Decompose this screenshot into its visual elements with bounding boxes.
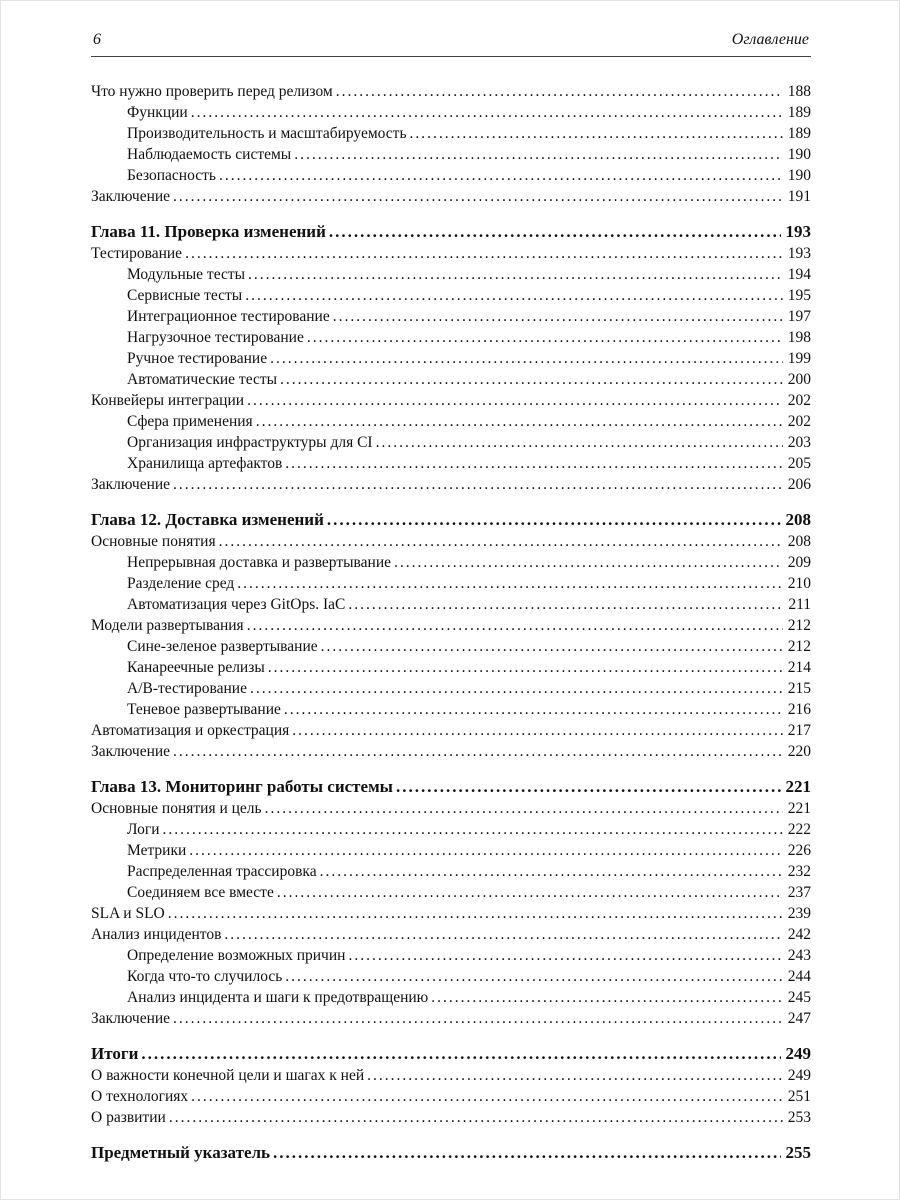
- toc-entry-label: Автоматизация и оркестрация: [91, 722, 290, 739]
- dot-leader: [237, 573, 782, 594]
- toc-entry: [91, 509, 811, 531]
- toc-page-number: 221: [787, 800, 811, 817]
- toc-entry-label: Организация инфраструктуры для CI: [127, 434, 373, 451]
- toc-entry-label: Безопасность: [127, 167, 216, 184]
- dot-leader: [280, 369, 783, 390]
- toc-page-number: 191: [787, 188, 811, 205]
- toc-entry-label: Заключение: [91, 1010, 171, 1027]
- dot-leader: [173, 474, 783, 495]
- dot-leader: [265, 798, 783, 819]
- toc-entry: [91, 390, 811, 411]
- toc-page-number: 200: [787, 371, 811, 388]
- toc-page-number: 194: [787, 266, 811, 283]
- toc-entry-label: Хранилища артефактов: [127, 455, 283, 472]
- dot-leader: [173, 1008, 783, 1029]
- toc-entry-label: Модульные тесты: [127, 266, 246, 283]
- toc-entry-label: Итоги: [91, 1044, 139, 1063]
- toc-entry-label: Распределенная трассировка: [127, 863, 317, 880]
- toc-entry-label: Автоматические тесты: [127, 371, 278, 388]
- toc-page-number: 212: [787, 617, 811, 634]
- toc-page-number: 190: [787, 167, 811, 184]
- toc-entry-label: Тестирование: [91, 245, 183, 262]
- toc-entry-label: Конвейеры интеграции: [91, 392, 245, 409]
- toc-entry-label: Канареечные релизы: [127, 659, 265, 676]
- toc-page-number: 208: [787, 533, 811, 550]
- dot-leader: [294, 144, 783, 165]
- dot-leader: [219, 165, 783, 186]
- toc-entry: [91, 966, 811, 987]
- dot-leader: [247, 615, 783, 636]
- toc-entry-label: Глава 13. Мониторинг работы системы: [91, 777, 393, 796]
- toc-entry: [91, 552, 811, 573]
- toc-page-number: 202: [787, 392, 811, 409]
- toc-page-number: 255: [785, 1143, 811, 1162]
- toc-page-number: 202: [787, 413, 811, 430]
- toc-entry: [91, 243, 811, 264]
- toc-entry-label: Наблюдаемость системы: [127, 146, 292, 163]
- toc-page-number: 208: [785, 510, 811, 529]
- toc-entry: [91, 1086, 811, 1107]
- toc-entry-label: Логи: [127, 821, 160, 838]
- toc-page-number: 214: [787, 659, 811, 676]
- toc-entry-label: Предметный указатель: [91, 1143, 271, 1162]
- toc-page-number: 211: [788, 596, 811, 613]
- toc-entry-label: Теневое развертывание: [127, 701, 281, 718]
- toc-entry-label: Сервисные тесты: [127, 287, 243, 304]
- toc-entry-label: Основные понятия и цель: [91, 800, 262, 817]
- toc-entry: [91, 798, 811, 819]
- toc-entry-label: Сфера применения: [127, 413, 253, 430]
- toc-page-number: 189: [787, 125, 811, 142]
- toc-page-number: 206: [787, 476, 811, 493]
- toc-entry: [91, 474, 811, 495]
- toc-entry: [91, 741, 811, 762]
- dot-leader: [141, 1043, 780, 1065]
- toc-entry: [91, 81, 811, 102]
- toc-entry: [91, 924, 811, 945]
- toc-entry-label: Определение возможных причин: [127, 947, 346, 964]
- dot-leader: [285, 453, 782, 474]
- dot-leader: [173, 741, 783, 762]
- dot-leader: [292, 720, 782, 741]
- toc-page-number: 203: [787, 434, 811, 451]
- toc-page-number: 239: [787, 905, 811, 922]
- dot-leader: [376, 432, 783, 453]
- dot-leader: [348, 594, 783, 615]
- toc-entry-label: Разделение сред: [127, 575, 235, 592]
- toc-entry-label: Основные понятия: [91, 533, 216, 550]
- dot-leader: [327, 509, 781, 531]
- dot-leader: [270, 348, 783, 369]
- toc-page-number: 245: [787, 989, 811, 1006]
- dot-leader: [247, 390, 783, 411]
- toc-entry: [91, 903, 811, 924]
- toc-entry: [91, 720, 811, 741]
- dot-leader: [169, 1107, 783, 1128]
- dot-leader: [307, 327, 783, 348]
- toc-entry-label: Ручное тестирование: [127, 350, 268, 367]
- toc-page-number: 251: [787, 1088, 811, 1105]
- toc-page-number: 242: [787, 926, 811, 943]
- toc-page-number: 212: [787, 638, 811, 655]
- toc-entry-label: Заключение: [91, 743, 171, 760]
- toc-entry: [91, 264, 811, 285]
- toc-entry-label: Непрерывная доставка и развертывание: [127, 554, 391, 571]
- toc-page-number: 205: [787, 455, 811, 472]
- dot-leader: [285, 966, 782, 987]
- toc-entry-label: О развитии: [91, 1109, 166, 1126]
- dot-leader: [168, 903, 783, 924]
- toc-entry: [91, 411, 811, 432]
- toc-page-number: 249: [785, 1044, 811, 1063]
- toc-entry-label: Автоматизация через GitOps. IaC: [127, 596, 346, 613]
- toc-page-number: 216: [787, 701, 811, 718]
- toc-entry-label: О важности конечной цели и шагах к ней: [91, 1067, 365, 1084]
- toc-page-number: 197: [787, 308, 811, 325]
- toc-entry-label: Нагрузочное тестирование: [127, 329, 304, 346]
- toc-page-number: 243: [787, 947, 811, 964]
- toc-page-number: 217: [787, 722, 811, 739]
- toc-page-number: 222: [787, 821, 811, 838]
- toc-page-number: 237: [787, 884, 811, 901]
- dot-leader: [336, 81, 783, 102]
- dot-leader: [250, 678, 783, 699]
- toc-entry-label: Метрики: [127, 842, 187, 859]
- toc-entry: [91, 327, 811, 348]
- dot-leader: [245, 285, 783, 306]
- toc-page-number: 247: [787, 1010, 811, 1027]
- toc-entry-label: Глава 11. Проверка изменений: [91, 222, 326, 241]
- toc-page-number: 209: [787, 554, 811, 571]
- toc-entry-label: Анализ инцидента и шаги к предотвращению: [127, 989, 429, 1006]
- toc-page-number: 189: [787, 104, 811, 121]
- dot-leader: [367, 1065, 783, 1086]
- toc-entry: [91, 594, 811, 615]
- toc-entry: [91, 453, 811, 474]
- dot-leader: [277, 882, 783, 903]
- running-title: Оглавление: [731, 31, 809, 48]
- toc-entry: [91, 186, 811, 207]
- toc-entry: [91, 987, 811, 1008]
- toc-page-number: 221: [785, 777, 811, 796]
- toc-entry-label: Анализ инцидентов: [91, 926, 222, 943]
- toc-entry: [91, 1065, 811, 1086]
- toc-entry: [91, 102, 811, 123]
- toc-page-number: 199: [787, 350, 811, 367]
- toc-entry: [91, 221, 811, 243]
- toc-page-number: 193: [787, 245, 811, 262]
- toc-entry: [91, 432, 811, 453]
- toc-entry: [91, 819, 811, 840]
- toc-entry: [91, 573, 811, 594]
- toc-entry: [91, 861, 811, 882]
- dot-leader: [329, 221, 781, 243]
- toc-entry-label: SLA и SLO: [91, 905, 165, 922]
- toc-entry-label: Интеграционное тестирование: [127, 308, 330, 325]
- toc-entry: [91, 1043, 811, 1065]
- dot-leader: [173, 186, 783, 207]
- toc-entry: [91, 945, 811, 966]
- page-number: 6: [93, 31, 101, 48]
- toc-entry-label: Сине-зеленое развертывание: [127, 638, 318, 655]
- dot-leader: [219, 531, 783, 552]
- dot-leader: [333, 306, 783, 327]
- dot-leader: [320, 861, 783, 882]
- toc-entry: [91, 144, 811, 165]
- toc-entry-label: Заключение: [91, 476, 171, 493]
- toc-entry: [91, 123, 811, 144]
- toc-entry-label: Когда что-то случилось: [127, 968, 283, 985]
- dot-leader: [248, 264, 783, 285]
- toc-entry-label: Заключение: [91, 188, 171, 205]
- dot-leader: [410, 123, 783, 144]
- dot-leader: [268, 657, 783, 678]
- dot-leader: [273, 1142, 780, 1164]
- header-rule: [91, 56, 811, 57]
- dot-leader: [396, 776, 781, 798]
- dot-leader: [256, 411, 783, 432]
- toc-entry-label: A/B-тестирование: [127, 680, 247, 697]
- dot-leader: [348, 945, 782, 966]
- toc-entry-label: Функции: [127, 104, 188, 121]
- toc-page-number: 215: [787, 680, 811, 697]
- toc-entry: [91, 699, 811, 720]
- toc-entry-label: Модели развертывания: [91, 617, 244, 634]
- running-head: [91, 31, 811, 49]
- toc-entry: [91, 165, 811, 186]
- dot-leader: [191, 102, 783, 123]
- toc-entry: [91, 531, 811, 552]
- toc-entry: [91, 615, 811, 636]
- toc-entry-label: Глава 12. Доставка изменений: [91, 510, 324, 529]
- toc-entry: [91, 678, 811, 699]
- dot-leader: [321, 636, 783, 657]
- toc-entry: [91, 840, 811, 861]
- toc-page-number: 193: [785, 222, 811, 241]
- toc-entry: [91, 1107, 811, 1128]
- dot-leader: [224, 924, 782, 945]
- toc-page-number: 253: [787, 1109, 811, 1126]
- toc-page-number: 195: [787, 287, 811, 304]
- toc-entry-label: Производительность и масштабируемость: [127, 125, 407, 142]
- dot-leader: [163, 819, 783, 840]
- dot-leader: [431, 987, 782, 1008]
- toc-page-number: 210: [787, 575, 811, 592]
- toc-entry: [91, 348, 811, 369]
- toc-entry-label: О технологиях: [91, 1088, 189, 1105]
- dot-leader: [189, 840, 782, 861]
- toc-page-number: 198: [787, 329, 811, 346]
- toc-entry: [91, 657, 811, 678]
- toc-page-number: 232: [787, 863, 811, 880]
- dot-leader: [185, 243, 783, 264]
- toc-entry: [91, 306, 811, 327]
- toc-entry: [91, 369, 811, 390]
- toc-entry-label: Соединяем все вместе: [127, 884, 274, 901]
- toc-page-number: 244: [787, 968, 811, 985]
- toc-entry: [91, 882, 811, 903]
- toc-entry: [91, 636, 811, 657]
- toc-page-number: 190: [787, 146, 811, 163]
- toc-entry: [91, 776, 811, 798]
- toc-page-number: 226: [787, 842, 811, 859]
- dot-leader: [394, 552, 783, 573]
- dot-leader: [191, 1086, 783, 1107]
- toc-list: [91, 81, 811, 1164]
- toc-page-number: 220: [787, 743, 811, 760]
- toc-entry: [91, 285, 811, 306]
- toc-entry: [91, 1142, 811, 1164]
- toc-entry: [91, 1008, 811, 1029]
- dot-leader: [284, 699, 783, 720]
- toc-page-number: 188: [787, 83, 811, 100]
- toc-entry-label: Что нужно проверить перед релизом: [91, 83, 333, 100]
- toc-page-number: 249: [787, 1067, 811, 1084]
